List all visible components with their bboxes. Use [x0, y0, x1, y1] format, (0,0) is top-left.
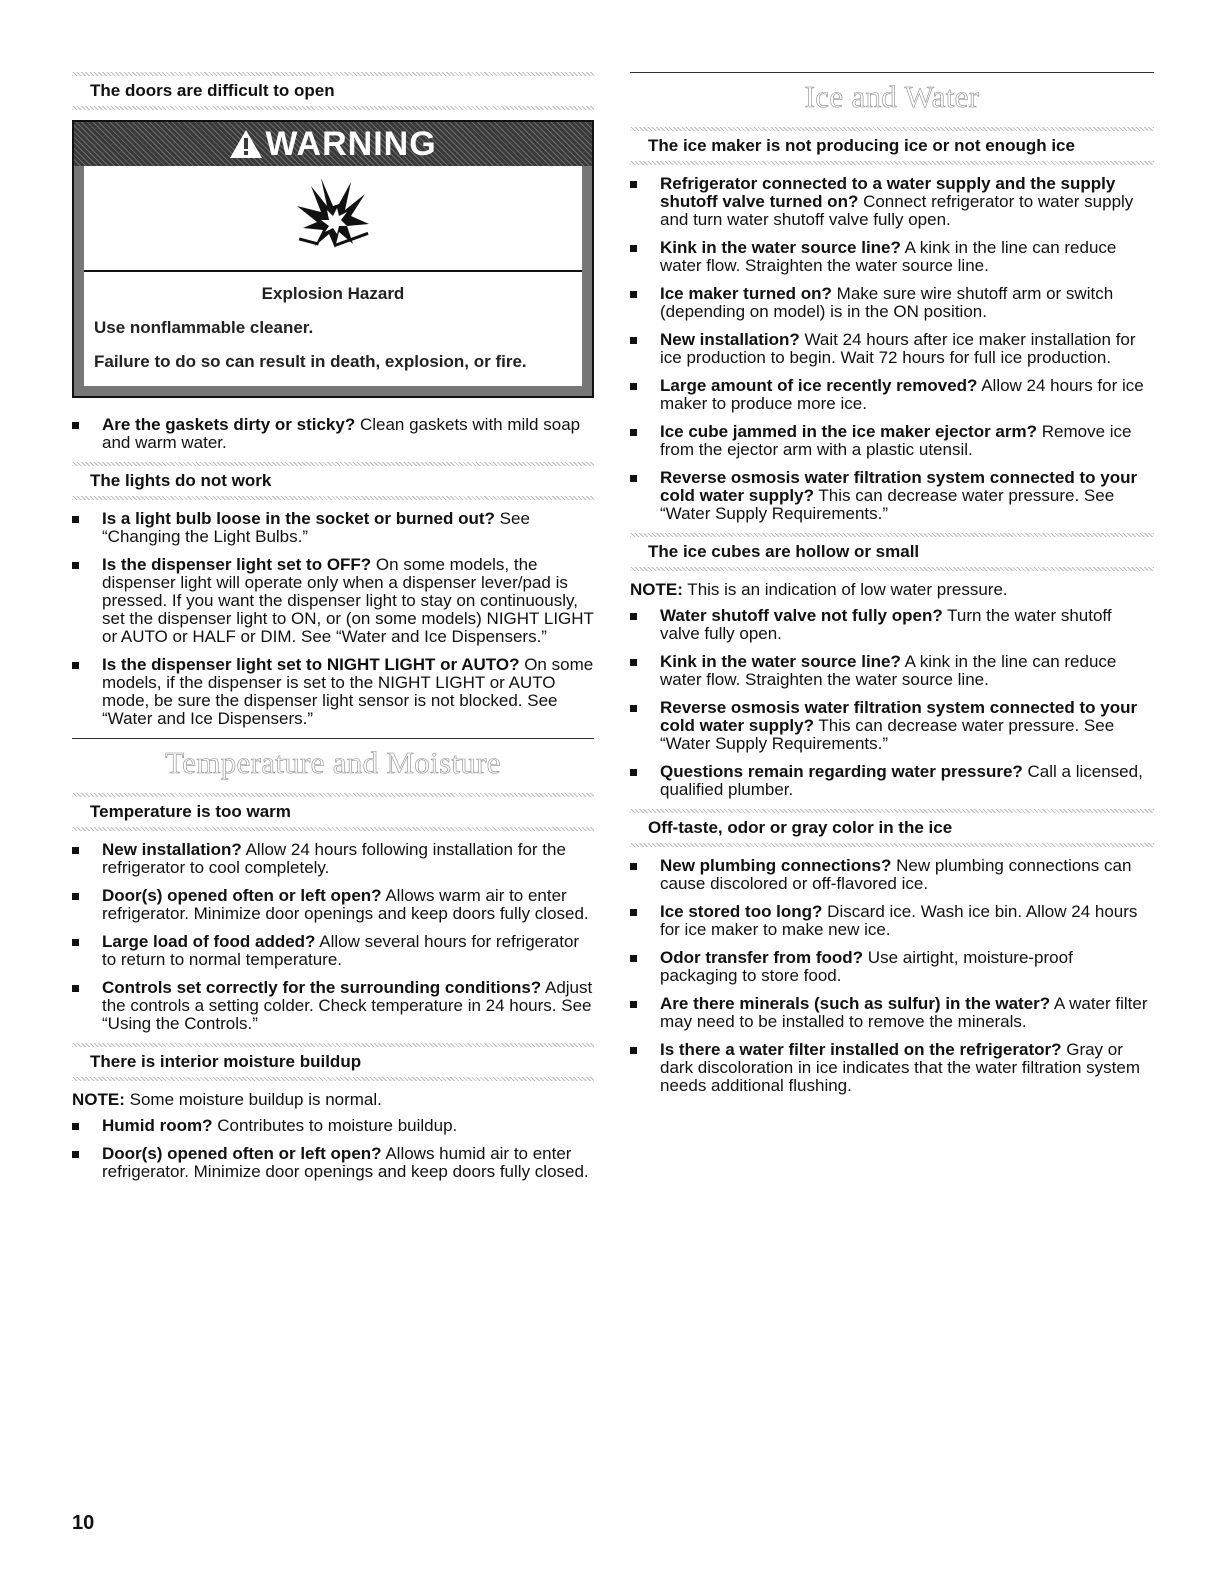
subsection-taste	[630, 809, 1154, 847]
subsection-hollow	[630, 533, 1154, 571]
warning-line: Failure to do so can result in death, explosion, or fire.	[94, 352, 527, 371]
note	[72, 1091, 594, 1109]
list-item: Odor transfer from food? Use airtight, moisture-proof packaging to store food.	[630, 949, 1154, 985]
list-item: Humid room? Contributes to moisture buildup.	[72, 1117, 594, 1135]
warning-text	[84, 272, 582, 386]
bullet-icon	[72, 422, 79, 429]
bullet-icon	[630, 1047, 637, 1054]
list-item: Is the dispenser light set to OFF? On some models, the dispenser light will operate only when a dispenser lever/pad is pressed. If you want the dispenser light to stay on continuously, set the dispenser light to ON, or (on some models) NIGHT LIGHT or AUTO or HALF or DIM. See “Water and Ice Dispensers.”	[72, 556, 594, 646]
list-item: Questions remain regarding water pressure? Call a licensed, qualified plumber.	[630, 763, 1154, 799]
explosion-icon	[293, 176, 373, 260]
bullet-icon	[72, 562, 79, 569]
warning-title	[229, 125, 436, 164]
bullet-icon	[630, 429, 637, 436]
note-text: Some moisture buildup is normal.	[124, 1090, 382, 1109]
subsection-heading: The lights do not work	[90, 471, 272, 490]
list-item: New installation? Wait 24 hours after ice maker installation for ice production to begin. Wait 72 hours for full ice production.	[630, 331, 1154, 367]
note-text: This is an indication of low water pressure.	[682, 580, 1008, 599]
subsection-moisture	[72, 1043, 594, 1081]
bullet-icon	[630, 909, 637, 916]
list-item: Controls set correctly for the surrounding conditions? Adjust the controls a setting colder. Check temperature in 24 hours. See “Using the Controls.”	[72, 979, 594, 1033]
list-item: Ice cube jammed in the ice maker ejector arm? Remove ice from the ejector arm with a plastic utensil.	[630, 423, 1154, 459]
bullet-icon	[630, 659, 637, 666]
list-item: Are there minerals (such as sulfur) in the water? A water filter may need to be installed to remove the minerals.	[630, 995, 1154, 1031]
bullet-icon	[72, 1151, 79, 1158]
list-item: Is a light bulb loose in the socket or burned out? See “Changing the Light Bulbs.”	[72, 510, 594, 546]
divider	[72, 496, 594, 500]
bullet-icon	[72, 893, 79, 900]
warning-line: Use nonflammable cleaner.	[94, 318, 314, 337]
bullet-icon	[630, 181, 637, 188]
divider	[72, 827, 594, 831]
subsection-heading: There is interior moisture buildup	[90, 1052, 362, 1071]
warning-header	[74, 122, 592, 166]
bullet-icon	[630, 863, 637, 870]
ice-not-producing-list	[630, 175, 1154, 523]
hollow-list	[630, 607, 1154, 799]
subsection-heading: The doors are difficult to open	[90, 81, 335, 100]
warning-frame	[74, 166, 592, 396]
section-title-temperature: Temperature and Moisture	[165, 745, 501, 780]
bullet-icon	[630, 1001, 637, 1008]
page-number: 10	[72, 1512, 95, 1534]
taste-list	[630, 857, 1154, 1095]
list-item: Water shutoff valve not fully open? Turn the water shutoff valve fully open.	[630, 607, 1154, 643]
list-item: Large load of food added? Allow several hours for refrigerator to return to normal temperature.	[72, 933, 594, 969]
subsection-heading: The ice maker is not producing ice or not enough ice	[648, 136, 1075, 155]
bullet-icon	[630, 475, 637, 482]
subsection-heading: Temperature is too warm	[90, 802, 291, 821]
bullet-icon	[630, 613, 637, 620]
doors-list	[72, 416, 594, 452]
subsection-lights	[72, 462, 594, 500]
warning-symbol-area	[84, 166, 582, 272]
subsection-heading: Off-taste, odor or gray color in the ice	[648, 818, 953, 837]
bullet-icon	[630, 955, 637, 962]
bullet-icon	[630, 383, 637, 390]
right-column	[630, 0, 1154, 1105]
bullet-icon	[72, 662, 79, 669]
bullet-icon	[630, 337, 637, 344]
divider	[630, 843, 1154, 847]
divider	[72, 1077, 594, 1081]
moisture-list	[72, 1117, 594, 1181]
list-item: Large amount of ice recently removed? Allow 24 hours for ice maker to produce more ice.	[630, 377, 1154, 413]
bullet-icon	[72, 1123, 79, 1130]
note-label: NOTE:	[72, 1090, 125, 1109]
note-label: NOTE:	[630, 580, 683, 599]
list-item: Door(s) opened often or left open? Allows humid air to enter refrigerator. Minimize door openings and keep doors fully closed.	[72, 1145, 594, 1181]
list-item: New installation? Allow 24 hours following installation for the refrigerator to cool completely.	[72, 841, 594, 877]
divider	[630, 161, 1154, 165]
list-item: Refrigerator connected to a water supply and the supply shutoff valve turned on? Connect refrigerator to water supply and turn water shutoff valve fully open.	[630, 175, 1154, 229]
warning-hazard: Explosion Hazard	[261, 284, 405, 303]
bullet-icon	[630, 769, 637, 776]
lights-list	[72, 510, 594, 728]
bullet-icon	[72, 847, 79, 854]
divider	[72, 106, 594, 110]
list-item: Reverse osmosis water filtration system connected to your cold water supply? This can decrease water pressure. See “Water Supply Requirements.”	[630, 699, 1154, 753]
bullet-icon	[630, 291, 637, 298]
bullet-icon	[72, 985, 79, 992]
bullet-icon	[72, 939, 79, 946]
left-column	[72, 0, 594, 1191]
list-item: Is the dispenser light set to NIGHT LIGHT or AUTO? On some models, if the dispenser is set to the NIGHT LIGHT or AUTO mode, be sure the dispenser light sensor is not blocked. See “Water and Ice Dispensers.”	[72, 656, 594, 728]
warm-list	[72, 841, 594, 1033]
warning-box	[72, 120, 594, 398]
section-title-ice: Ice and Water	[804, 79, 980, 114]
bullet-icon	[630, 705, 637, 712]
list-item: Door(s) opened often or left open? Allows warm air to enter refrigerator. Minimize door openings and keep doors fully closed.	[72, 887, 594, 923]
list-item: Ice stored too long? Discard ice. Wash ice bin. Allow 24 hours for ice maker to make new ice.	[630, 903, 1154, 939]
list-item: Kink in the water source line? A kink in the line can reduce water flow. Straighten the water source line.	[630, 239, 1154, 275]
list-item: Ice maker turned on? Make sure wire shutoff arm or switch (depending on model) is in the ON position.	[630, 285, 1154, 321]
divider	[630, 567, 1154, 571]
subsection-warm	[72, 793, 594, 831]
warning-triangle-icon	[229, 128, 263, 160]
note	[630, 581, 1154, 599]
list-item: Reverse osmosis water filtration system connected to your cold water supply? This can decrease water pressure. See “Water Supply Requirements.”	[630, 469, 1154, 523]
list-item: Are the gaskets dirty or sticky? Clean gaskets with mild soap and warm water.	[72, 416, 594, 452]
subsection-heading: The ice cubes are hollow or small	[648, 542, 920, 561]
list-item: Kink in the water source line? A kink in the line can reduce water flow. Straighten the water source line.	[630, 653, 1154, 689]
bullet-icon	[72, 516, 79, 523]
list-item: New plumbing connections? New plumbing connections can cause discolored or off-flavored ice.	[630, 857, 1154, 893]
subsection-ice-not-producing	[630, 127, 1154, 165]
list-item: Is there a water filter installed on the refrigerator? Gray or dark discoloration in ice indicates that the water filtration system needs additional flushing.	[630, 1041, 1154, 1095]
subsection-doors	[72, 72, 594, 110]
warning-title-text: WARNING	[265, 124, 437, 163]
bullet-icon	[630, 245, 637, 252]
